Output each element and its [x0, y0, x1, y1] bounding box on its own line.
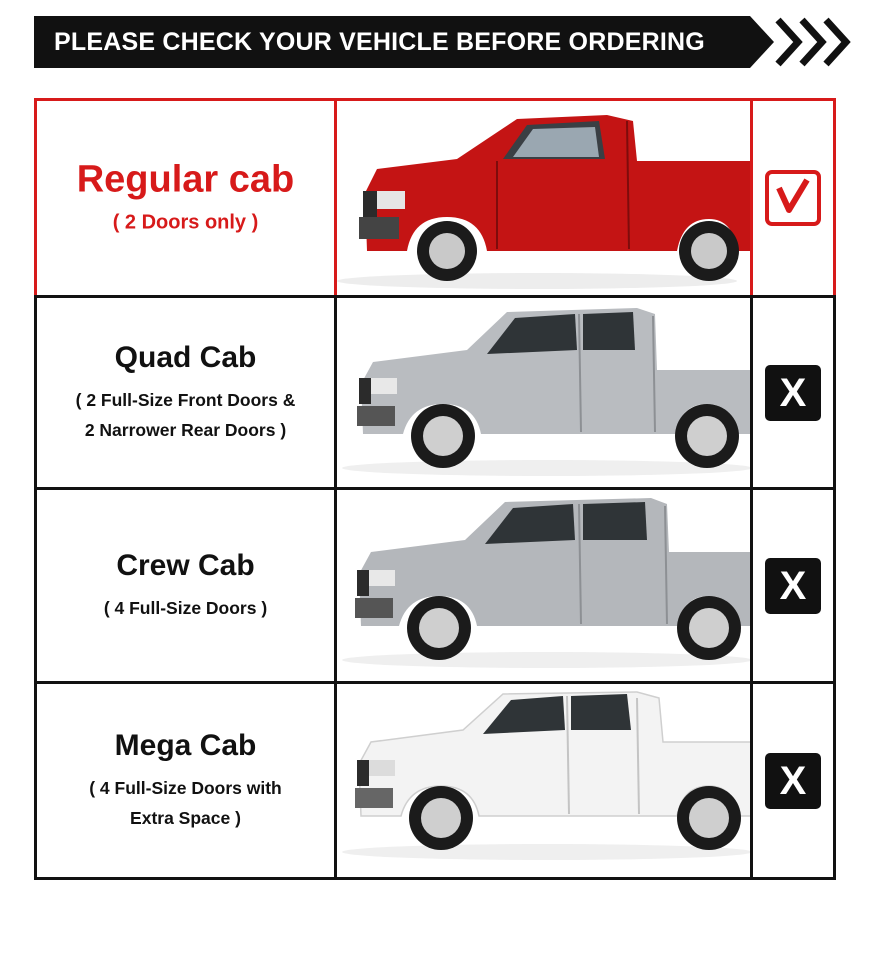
x-mark-label: X	[779, 563, 807, 608]
cab-label-cell	[34, 295, 337, 490]
truck-image-cell	[337, 487, 753, 684]
triple-chevron-right-icon	[772, 14, 854, 70]
cab-description: ( 4 Full-Size Doors with	[89, 777, 282, 798]
checkmark-icon	[765, 170, 821, 226]
cab-row-quad	[34, 295, 836, 490]
cab-description: ( 2 Full-Size Front Doors &	[75, 389, 296, 410]
cab-description: 2 Narrower Rear Doors )	[84, 419, 287, 440]
cab-row-mega	[34, 681, 836, 880]
cab-row-regular	[34, 98, 836, 298]
x-mark-label: X	[779, 758, 807, 803]
cab-title: Quad Cab	[114, 340, 257, 374]
cab-row-crew	[34, 487, 836, 684]
cab-label-cell	[34, 487, 337, 684]
cab-comparison-table	[34, 98, 836, 880]
truck-image-cell	[337, 295, 753, 490]
cab-title: Crew Cab	[116, 548, 255, 582]
truck-image-cell	[337, 98, 753, 298]
x-icon	[765, 558, 821, 614]
cab-description: ( 4 Full-Size Doors )	[103, 597, 268, 618]
cab-description: ( 2 Doors only )	[112, 211, 259, 234]
x-icon	[765, 365, 821, 421]
white-mega-cab-truck-image	[337, 684, 753, 878]
cab-label-cell	[34, 98, 337, 298]
status-cell	[750, 98, 836, 298]
header-banner	[34, 16, 774, 68]
silver-quad-cab-truck-image	[337, 298, 753, 490]
x-mark-label: X	[779, 370, 807, 415]
x-icon	[765, 753, 821, 809]
status-cell	[750, 681, 836, 880]
cab-description: Extra Space )	[130, 807, 241, 828]
red-regular-cab-truck-image	[337, 101, 753, 295]
truck-image-cell	[337, 681, 753, 880]
status-cell	[750, 295, 836, 490]
cab-title: Mega Cab	[114, 728, 257, 762]
silver-crew-cab-truck-image	[337, 490, 753, 682]
status-cell	[750, 487, 836, 684]
cab-title: Regular cab	[76, 158, 295, 201]
cab-label-cell	[34, 681, 337, 880]
banner-title: PLEASE CHECK YOUR VEHICLE BEFORE ORDERING	[54, 28, 705, 56]
